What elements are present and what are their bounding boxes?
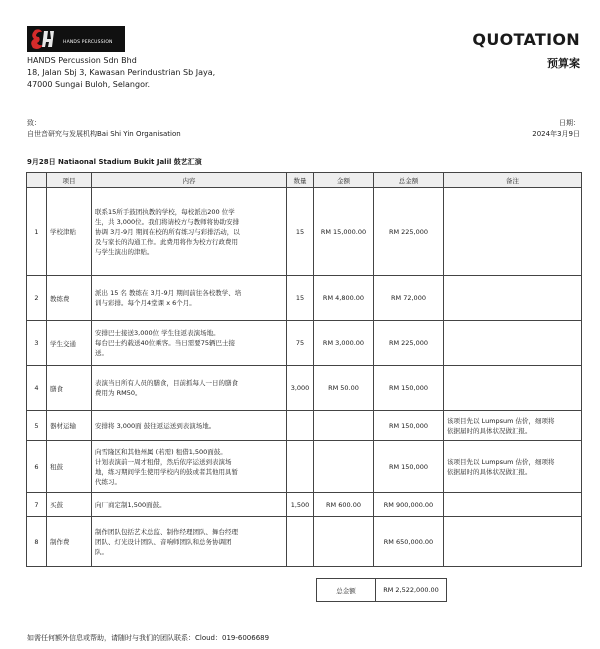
grand-total-value: RM 2,522,000.00 <box>376 579 447 602</box>
grand-total-label: 总金额 <box>317 579 376 602</box>
item-remarks <box>444 276 582 321</box>
description-line: 联系15所手鼓团执教的学校，每校派出200 位学 <box>95 207 235 216</box>
quotation-table <box>26 172 582 567</box>
table-row <box>27 366 582 411</box>
description-line: 送。 <box>95 349 108 357</box>
table-row <box>27 411 582 441</box>
item-total: RM 650,000.00 <box>374 517 444 567</box>
description-line: 派出 15 名 教练在 3月-9月 期间前往各校教学、培 <box>95 289 242 297</box>
col-header-description: 内容 <box>92 173 287 188</box>
item-remarks <box>444 366 582 411</box>
item-quantity <box>287 441 314 493</box>
item-amount: RM 15,000.00 <box>314 188 374 276</box>
description-line: 向厂商定制1,500面鼓。 <box>95 500 166 509</box>
document-title: QUOTATION <box>472 30 580 49</box>
col-header-amount: 金额 <box>314 173 374 188</box>
footer-contact: 如需任何额外信息或帮助，请随时与我们的团队联系：Cloud：019-6006689 <box>27 634 270 642</box>
description-line: 每台巴士约载送40位乘客。当日需要75辆巴士接 <box>95 339 236 347</box>
item-quantity: 15 <box>287 276 314 321</box>
item-total: RM 225,000 <box>374 321 444 366</box>
item-total: RM 150,000 <box>374 411 444 441</box>
description-line: 协调 3月-9月 期间在校的所有练习与彩排活动，以 <box>95 227 240 236</box>
row-number: 4 <box>27 366 47 411</box>
description-line: 训与彩排。每个月4堂课 x 6个月。 <box>95 299 196 307</box>
table-row <box>27 441 582 493</box>
item-remarks <box>444 188 582 276</box>
description-line: 费用为 RM50。 <box>95 389 142 397</box>
item-quantity: 15 <box>287 188 314 276</box>
item-amount <box>314 411 374 441</box>
company-address-line-2: 47000 Sungai Buloh, Selangor. <box>27 80 151 89</box>
item-amount: RM 3,000.00 <box>314 321 374 366</box>
row-number: 5 <box>27 411 47 441</box>
col-header-item: 项目 <box>47 173 92 188</box>
item-name: 制作费 <box>47 517 92 567</box>
item-description <box>92 441 287 493</box>
document-title-zh: 预算案 <box>547 57 580 70</box>
table-header-row <box>27 173 582 188</box>
row-number: 8 <box>27 517 47 567</box>
event-title: 9月28日 Natiaonal Stadium Bukit Jalil 鼓艺汇演 <box>27 158 202 166</box>
description-line: 计划表演前一周才租借，然后依序运送到表演场 <box>95 457 232 466</box>
item-amount: RM 600.00 <box>314 493 374 517</box>
row-number: 2 <box>27 276 47 321</box>
item-amount: RM 50.00 <box>314 366 374 411</box>
remark-line: 该项目先以 Lumpsum 估价，细项将 <box>447 416 555 425</box>
description-line: 与学生演出的津贴。 <box>95 247 154 256</box>
item-quantity: 3,000 <box>287 366 314 411</box>
item-remarks <box>444 493 582 517</box>
item-total: RM 150,000 <box>374 366 444 411</box>
recipient-label: 致： <box>27 119 41 127</box>
item-name: 租鼓 <box>47 441 92 493</box>
row-number: 1 <box>27 188 47 276</box>
description-line: 队。 <box>95 547 108 556</box>
item-total: RM 150,000 <box>374 441 444 493</box>
description-line: 代练习。 <box>95 477 121 486</box>
date-label: 日期： <box>559 119 580 127</box>
description-line: 向雪隆区和其他州属 (若需) 租借1,500面鼓。 <box>95 447 227 456</box>
company-name: HANDS Percussion Sdn Bhd <box>27 56 137 65</box>
item-total: RM 72,000 <box>374 276 444 321</box>
row-number: 6 <box>27 441 47 493</box>
item-amount <box>314 517 374 567</box>
description-line: 生，共 3,000位。我们将请校方与教师将协助安排 <box>95 217 240 226</box>
item-remarks <box>444 321 582 366</box>
description-line: 地，练习期间学生使用学校内的鼓或者其他用具暂 <box>95 467 238 476</box>
company-logo <box>27 26 125 52</box>
item-name: 买鼓 <box>47 493 92 517</box>
table-row <box>27 321 582 366</box>
item-remarks <box>444 441 582 493</box>
item-name: 学生交通 <box>47 321 92 366</box>
description-line: 团队、灯光设计团队、音响师团队和总务协调团 <box>95 537 232 546</box>
description-line: 及与家长的沟通工作。此费用将作为校方行政费用 <box>95 237 238 246</box>
item-description <box>92 188 287 276</box>
item-quantity: 1,500 <box>287 493 314 517</box>
item-amount: RM 4,800.00 <box>314 276 374 321</box>
col-header-total: 总金额 <box>374 173 444 188</box>
grand-total <box>316 578 447 602</box>
item-description <box>92 411 287 441</box>
item-quantity <box>287 517 314 567</box>
recipient-name: 自世音研究与发展机构Bai Shi Yin Organisation <box>27 130 181 138</box>
row-number: 7 <box>27 493 47 517</box>
col-header-no <box>27 173 47 188</box>
logo-text: HANDS PERCUSSION <box>63 40 113 45</box>
company-address-line-1: 18, Jalan Sbj 3, Kawasan Perindustrian Sb Jaya, <box>27 68 216 77</box>
item-total: RM 900,000.00 <box>374 493 444 517</box>
item-description <box>92 517 287 567</box>
remark-line: 依据届时的具体状况做汇报。 <box>447 426 532 435</box>
col-header-remarks: 备注 <box>444 173 582 188</box>
remark-line: 该项目先以 Lumpsum 估价，细项将 <box>447 457 555 466</box>
description-line: 安排巴士接送3,000位 学生往返表演场地。 <box>95 329 220 337</box>
item-description <box>92 276 287 321</box>
table-row <box>27 493 582 517</box>
row-number: 3 <box>27 321 47 366</box>
remark-line: 依据届时的具体状况做汇报。 <box>447 467 532 476</box>
description-line: 制作团队包括艺术总监、制作经理团队、舞台经理 <box>95 527 238 536</box>
item-description <box>92 366 287 411</box>
item-remarks <box>444 517 582 567</box>
hands-logo-icon <box>27 26 125 52</box>
item-name: 膳食 <box>47 366 92 411</box>
item-name: 教练费 <box>47 276 92 321</box>
item-total: RM 225,000 <box>374 188 444 276</box>
table-row <box>27 276 582 321</box>
item-quantity: 75 <box>287 321 314 366</box>
item-amount <box>314 441 374 493</box>
item-name: 器材运输 <box>47 411 92 441</box>
company-address <box>27 55 215 91</box>
date-value: 2024年3月9日 <box>532 130 580 138</box>
item-description <box>92 321 287 366</box>
item-description <box>92 493 287 517</box>
description-line: 表演当日所有人员的膳食，目前抓每人一日的膳食 <box>95 379 238 387</box>
item-name: 学校津贴 <box>47 188 92 276</box>
item-remarks <box>444 411 582 441</box>
table-row <box>27 517 582 567</box>
item-quantity <box>287 411 314 441</box>
col-header-quantity: 数量 <box>287 173 314 188</box>
description-line: 安排将 3,000面 鼓往返运送到表演场地。 <box>95 421 216 430</box>
table-row <box>27 188 582 276</box>
